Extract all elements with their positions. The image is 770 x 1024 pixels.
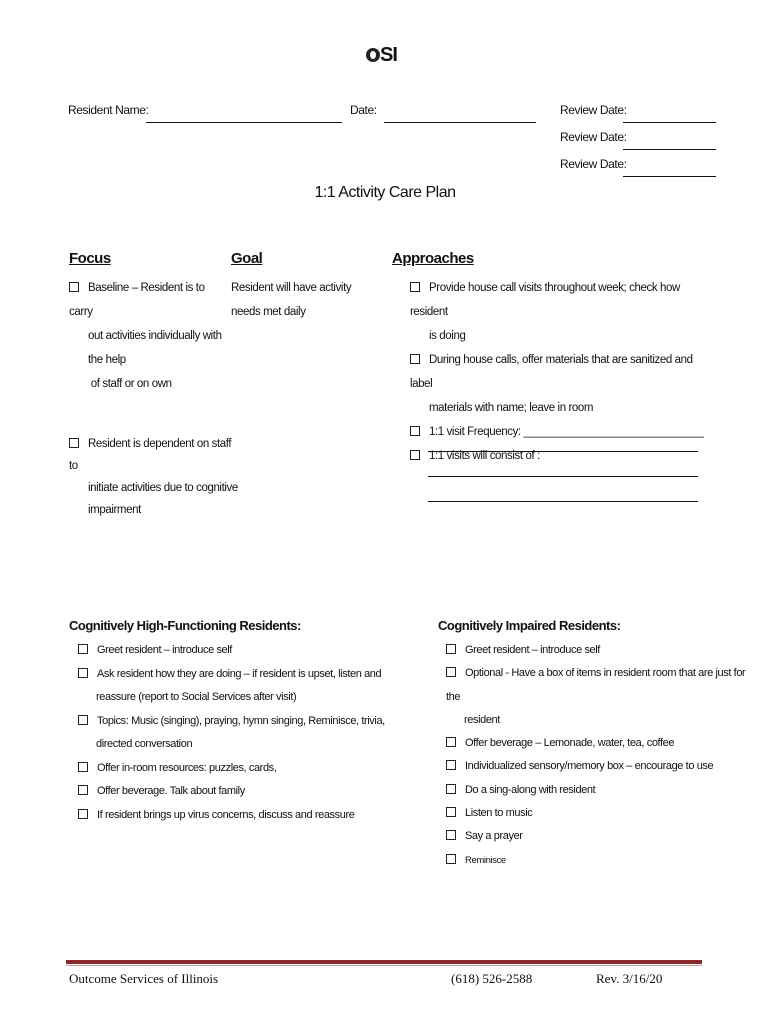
- impaired-list: Greet resident – introduce self Optional - Have a box of items in resident room that are just for the resident Offer beverage – Lemonade, water, tea, coffee Individualized sensory/memory box – encourage to use Do a sing-along with resident Listen to music Say a prayer Reminisce: [446, 639, 746, 872]
- checkbox[interactable]: [446, 644, 456, 654]
- list-item: Offer beverage – Lemonade, water, tea, coffee: [446, 732, 746, 755]
- checkbox[interactable]: [69, 438, 79, 448]
- list-item: Optional - Have a box of items in resident room that are just for the: [446, 667, 746, 703]
- list-item: Do a sing-along with resident: [446, 779, 746, 802]
- blank-line[interactable]: [428, 427, 698, 452]
- date-field[interactable]: [384, 110, 536, 123]
- list-item: Reminisce: [446, 849, 746, 872]
- footer-divider: [66, 960, 702, 964]
- list-item: Greet resident – introduce self: [446, 639, 746, 662]
- footer-phone: (618) 526-2588: [451, 971, 533, 986]
- checkbox[interactable]: [446, 807, 456, 817]
- checkbox[interactable]: [78, 715, 88, 725]
- resident-name-field[interactable]: [146, 110, 342, 123]
- logo-text: SI: [380, 44, 397, 66]
- page-title: 1:1 Activity Care Plan: [314, 184, 456, 201]
- list-item: Say a prayer: [446, 825, 746, 848]
- date-label: Date:: [350, 103, 377, 117]
- checkbox[interactable]: [410, 450, 420, 460]
- checkbox[interactable]: [446, 830, 456, 840]
- footer-org: Outcome Services of Illinois: [69, 971, 219, 986]
- checkbox[interactable]: [69, 282, 79, 292]
- review-date-field-2[interactable]: [623, 137, 716, 150]
- footer-revision: Rev. 3/16/20: [596, 971, 663, 986]
- focus-item-dependent: Resident is dependent on staff to initiate activities due to cognitive impairment: [69, 438, 238, 516]
- checkbox[interactable]: [78, 644, 88, 654]
- review-date-label-1: Review Date:: [560, 103, 627, 117]
- list-item: Individualized sensory/memory box – encourage to use: [446, 755, 746, 778]
- list-item: Listen to music: [446, 802, 746, 825]
- approach-item: Provide house call visits throughout week; check how resident: [410, 282, 680, 318]
- checkbox[interactable]: [446, 784, 456, 794]
- blank-line[interactable]: [428, 477, 698, 502]
- list-item: Offer in-room resources: puzzles, cards,: [78, 757, 398, 781]
- blank-line[interactable]: [428, 452, 698, 477]
- checkbox[interactable]: [78, 809, 88, 819]
- review-date-field-3[interactable]: [623, 164, 716, 177]
- approach-item-frequency: 1:1 visit Frequency: ______________________________: [410, 420, 710, 444]
- approaches-list: Provide house call visits throughout week; check how resident is doing During house calls, offer materials that are sanitized and label materials with name; leave in room 1:1 visit Frequency: ______________________________ 1:1 visits will consist of :: [410, 276, 710, 468]
- footer-divider-shadow: [66, 965, 702, 966]
- osi-swirl-icon: [366, 48, 380, 62]
- approach-item: During house calls, offer materials that are sanitized and label: [410, 354, 693, 390]
- list-item: Greet resident – introduce self: [78, 639, 398, 663]
- checkbox[interactable]: [410, 282, 420, 292]
- checkbox[interactable]: [410, 426, 420, 436]
- visit-content-lines[interactable]: [428, 427, 698, 502]
- review-date-label-2: Review Date:: [560, 130, 627, 144]
- checkbox[interactable]: [446, 667, 456, 677]
- checkbox[interactable]: [446, 760, 456, 770]
- review-date-field-1[interactable]: [623, 110, 716, 123]
- goal-heading: Goal: [231, 250, 263, 267]
- focus-heading: Focus: [69, 250, 111, 267]
- checkbox[interactable]: [78, 762, 88, 772]
- resident-name-label: Resident Name:: [68, 103, 149, 117]
- checkbox[interactable]: [410, 354, 420, 364]
- high-functioning-list: Greet resident – introduce self Ask resident how they are doing – if resident is upset, listen and reassure (report to Social Services after visit) Topics: Music (singing), praying, hymn singing, Reminisce, trivia, directed conversation Offer in-room resources: puzzles, cards, Offer beverage. Talk about family If resident brings up virus concerns, discuss and reassure: [78, 639, 398, 827]
- list-item: Ask resident how they are doing – if resident is upset, listen and: [78, 663, 398, 687]
- review-date-label-3: Review Date:: [560, 157, 627, 171]
- checkbox[interactable]: [78, 668, 88, 678]
- approach-item-consist: 1:1 visits will consist of :: [410, 444, 710, 468]
- focus-item-baseline: Baseline – Resident is to carry out activities individually with the help of staff or on own: [69, 282, 222, 390]
- approaches-heading: Approaches: [392, 250, 474, 267]
- list-item: Offer beverage. Talk about family: [78, 780, 398, 804]
- list-item: Topics: Music (singing), praying, hymn singing, Reminisce, trivia,: [78, 710, 398, 734]
- checkbox[interactable]: [446, 737, 456, 747]
- impaired-heading: Cognitively Impaired Residents:: [438, 618, 621, 633]
- high-functioning-heading: Cognitively High-Functioning Residents:: [69, 618, 301, 633]
- list-item: If resident brings up virus concerns, discuss and reassure: [78, 804, 398, 828]
- checkbox[interactable]: [78, 785, 88, 795]
- checkbox[interactable]: [446, 854, 456, 864]
- logo: [366, 46, 406, 68]
- goal-text: Resident will have activity needs met daily: [231, 282, 352, 318]
